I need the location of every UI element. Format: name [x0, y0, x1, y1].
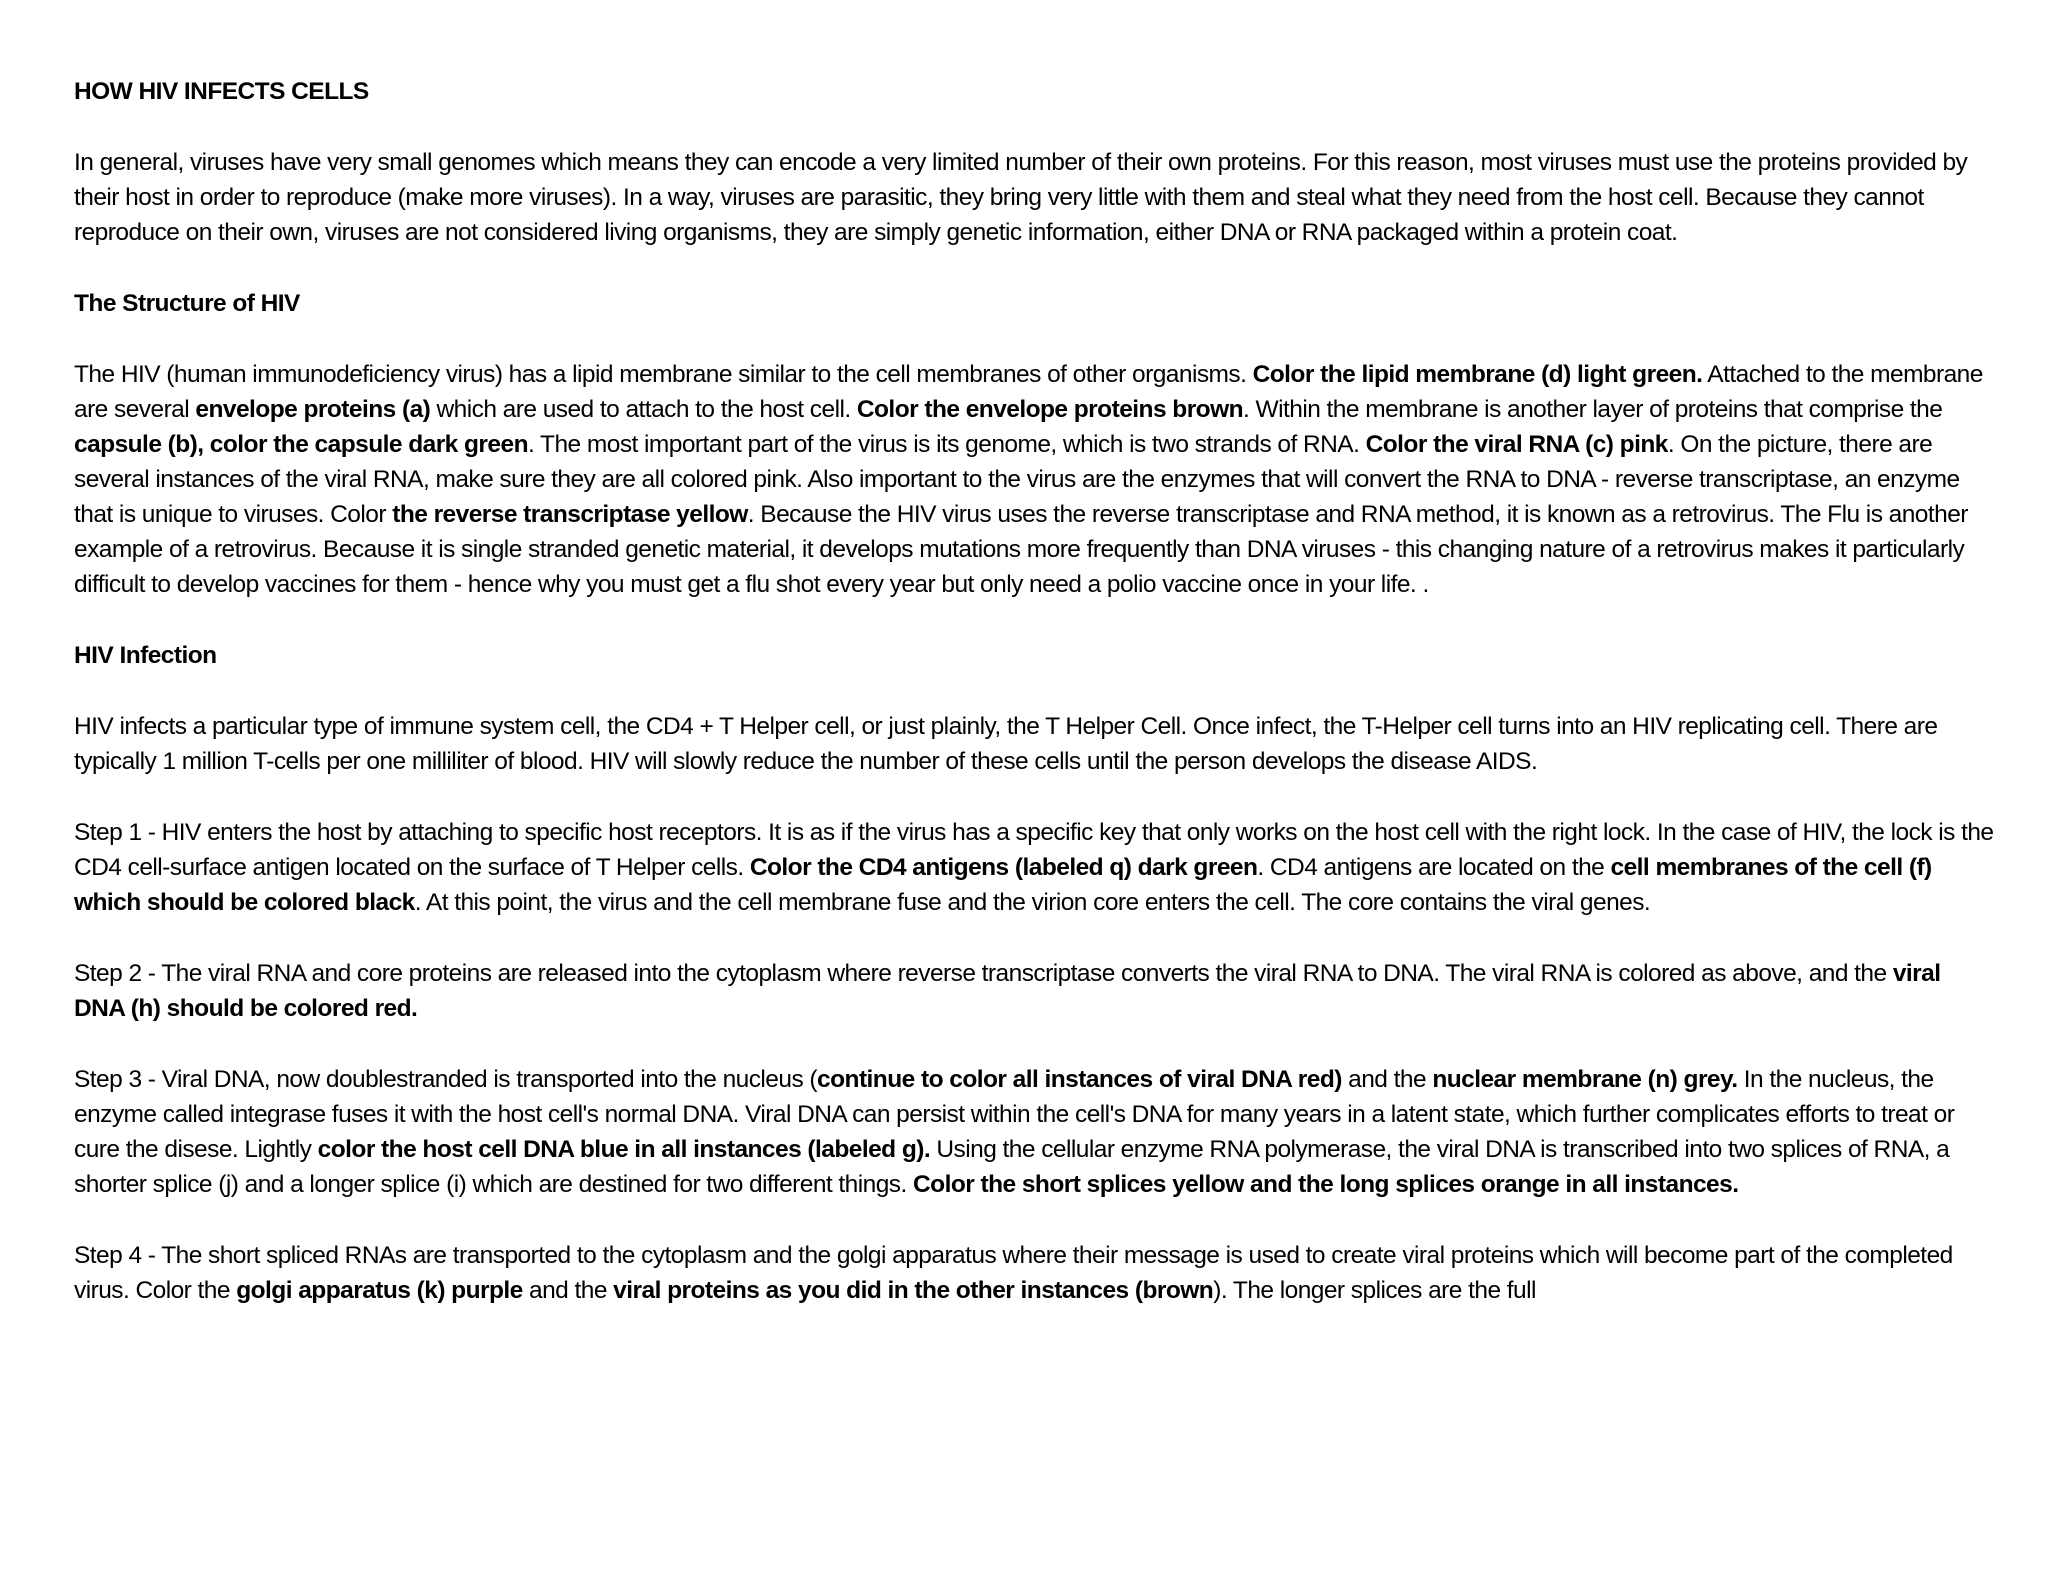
bold-instruction-text: capsule (b), color the capsule dark green	[74, 431, 528, 458]
bold-instruction-text: viral proteins as you did in the other instances (brown	[613, 1277, 1214, 1304]
bold-instruction-text: nuclear membrane (n) grey.	[1432, 1066, 1738, 1093]
infection-paragraph	[74, 709, 1994, 779]
body-text-run: Attached to the membrane are several	[74, 361, 1983, 423]
body-text-run: Step 3 - Viral DNA, now doublestranded is transported into the nucleus (	[74, 1066, 818, 1093]
step-1-paragraph	[74, 815, 1994, 920]
body-text-run: . Because the HIV virus uses the reverse transcriptase and RNA method, it is known as a retrovirus. The Flu is another example of a retrovirus. Because it is single stranded genetic material, it develops mutations more frequently than DNA viruses - this changing nature of a retrovirus makes it particularly difficult to develop vaccines for them - hence why you must get a flu shot every year but only need a polio vaccine once in your life. .	[74, 501, 1968, 598]
step-2-paragraph	[74, 956, 1994, 1026]
section-heading-infection: HIV Infection	[74, 642, 217, 669]
bold-instruction-text: Color the CD4 antigens (labeled q) dark green	[749, 854, 1258, 881]
intro-paragraph	[74, 145, 1994, 250]
body-text-run: and the	[522, 1277, 614, 1304]
body-text-run: and the	[1341, 1066, 1433, 1093]
body-text-run: which are used to attach to the host cell.	[430, 396, 857, 423]
body-text-run: ). The longer splices are the full	[1213, 1277, 1536, 1304]
body-text-run: In the nucleus, the enzyme called integrase fuses it with the host cell's normal DNA. Viral DNA can persist within the cell's DNA for many years in a latent state, which further complicates efforts to treat or cure the disese. Lightly	[74, 1066, 1955, 1163]
bold-instruction-text: Color the short splices yellow and the long splices orange in all instances.	[913, 1171, 1739, 1198]
body-text-run: Step 2 - The viral RNA and core proteins are released into the cytoplasm where reverse transcriptase converts the viral RNA to DNA. The viral RNA is colored as above, and the	[74, 960, 1893, 987]
bold-instruction-text: continue to color all instances of viral DNA red)	[817, 1066, 1342, 1093]
body-text-run: HIV infects a particular type of immune system cell, the CD4 + T Helper cell, or just plainly, the T Helper Cell. Once infect, the T-Helper cell turns into an HIV replicating cell. There are typically 1 million T-cells per one milliliter of blood. HIV will slowly reduce the number of these cells until the person develops the disease AIDS.	[74, 713, 1938, 775]
document-page	[74, 74, 1994, 1344]
bold-instruction-text: viral DNA (h) should be colored red.	[74, 960, 1941, 1022]
bold-instruction-text: color the host cell DNA blue in all instances (labeled g).	[317, 1136, 931, 1163]
bold-instruction-text: Color the viral RNA (c) pink	[1365, 431, 1668, 458]
body-text-run: Step 4 - The short spliced RNAs are transported to the cytoplasm and the golgi apparatus where their message is used to create viral proteins which will become part of the completed virus. Color the	[74, 1242, 1953, 1304]
bold-instruction-text: envelope proteins (a)	[195, 396, 431, 423]
body-text-run: . At this point, the virus and the cell membrane fuse and the virion core enters the cell. The core contains the viral genes.	[414, 889, 1651, 916]
body-text-run: . CD4 antigens are located on the	[1257, 854, 1611, 881]
body-text-run: In general, viruses have very small genomes which means they can encode a very limited number of their own proteins. For this reason, most viruses must use the proteins provided by their host in order to reproduce (make more viruses). In a way, viruses are parasitic, they bring very little with them and steal what they need from the host cell. Because they cannot reproduce on their own, viruses are not considered living organisms, they are simply genetic information, either DNA or RNA packaged within a protein coat.	[74, 149, 1968, 246]
bold-instruction-text: Color the lipid membrane (d) light green.	[1252, 361, 1703, 388]
section-heading-structure: The Structure of HIV	[74, 290, 300, 317]
structure-paragraph	[74, 357, 1994, 602]
bold-instruction-text: the reverse transcriptase yellow	[392, 501, 748, 528]
step-3-paragraph	[74, 1062, 1994, 1202]
body-text-run: Using the cellular enzyme RNA polymerase, the viral DNA is transcribed into two splices of RNA, a shorter splice (j) and a longer splice (i) which are destined for two different things.	[74, 1136, 1950, 1198]
bold-instruction-text: Color the envelope proteins brown	[856, 396, 1244, 423]
bold-instruction-text: cell membranes of the cell (f) which should be colored black	[74, 854, 1932, 916]
step-4-paragraph	[74, 1238, 1994, 1308]
body-text-run: . The most important part of the virus is its genome, which is two strands of RNA.	[527, 431, 1366, 458]
document-title: HOW HIV INFECTS CELLS	[74, 78, 369, 105]
bold-instruction-text: golgi apparatus (k) purple	[236, 1277, 523, 1304]
body-text-run: Step 1 - HIV enters the host by attaching to specific host receptors. It is as if the virus has a specific key that only works on the host cell with the right lock. In the case of HIV, the lock is the CD4 cell-surface antigen located on the surface of T Helper cells.	[74, 819, 1994, 881]
body-text-run: The HIV (human immunodeficiency virus) has a lipid membrane similar to the cell membranes of other organisms.	[74, 361, 1253, 388]
body-text-run: . Within the membrane is another layer of proteins that comprise the	[1243, 396, 1943, 423]
body-text-run: . On the picture, there are several instances of the viral RNA, make sure they are all colored pink. Also important to the virus are the enzymes that will convert the RNA to DNA - reverse transcriptase, an enzyme that is unique to viruses. Color	[74, 431, 1960, 528]
